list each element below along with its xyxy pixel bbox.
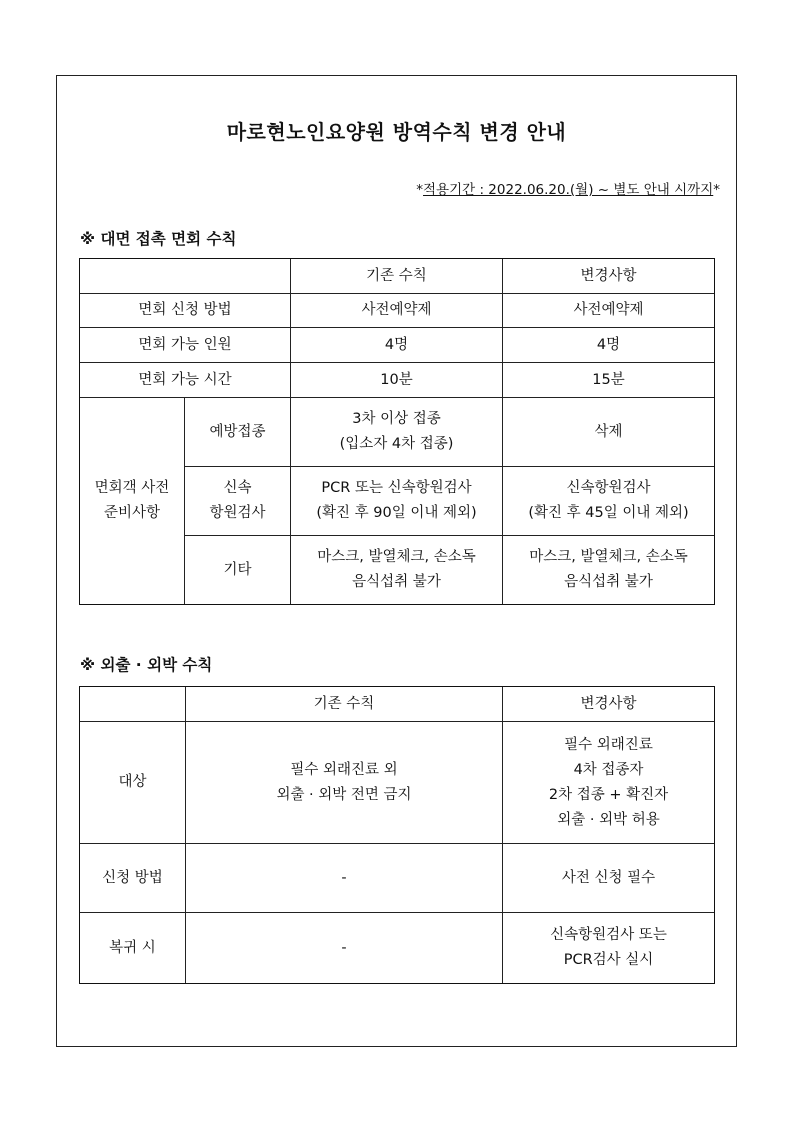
row-label: 복귀 시 — [80, 913, 186, 984]
table-row — [80, 363, 715, 398]
text-line: 신속항원검사 — [566, 480, 651, 496]
text-line: 3차 이상 접종 — [352, 411, 441, 427]
label-line: 항원검사 — [209, 505, 266, 521]
text-line: (확진 후 90일 이내 제외) — [316, 505, 477, 521]
table-row — [80, 294, 715, 328]
row-label: 대상 — [80, 722, 186, 844]
cell-existing — [291, 398, 503, 467]
group-label — [80, 398, 185, 605]
cell-changed — [503, 536, 715, 605]
cell-existing — [291, 536, 503, 605]
table-header-row — [80, 259, 715, 294]
table-row — [80, 844, 715, 913]
text-line: PCR 또는 신속항원검사 — [321, 480, 472, 496]
text-line: 4차 접종자 — [573, 761, 644, 778]
section-heading-visit: ※ 대면 접촉 면회 수칙 — [80, 230, 237, 248]
cell-changed: 사전예약제 — [503, 294, 715, 328]
text-line: 필수 외래진료 외 — [290, 761, 398, 778]
visit-rules-table — [79, 258, 715, 605]
section-heading-outing: ※ 외출 · 외박 수칙 — [80, 656, 213, 674]
cell-changed — [503, 722, 715, 844]
cell-changed — [503, 913, 715, 984]
cell-existing — [186, 913, 503, 984]
cell-changed — [503, 467, 715, 536]
text-line: 신속항원검사 또는 — [550, 927, 667, 943]
text-line: 마스크, 발열체크, 손소독 — [529, 549, 688, 565]
text-line: 필수 외래진료 — [564, 736, 653, 753]
row-label: 면회 가능 인원 — [80, 328, 291, 363]
outing-rules-table — [79, 686, 715, 984]
cell-existing: 4명 — [291, 328, 503, 363]
cell-changed: 4명 — [503, 328, 715, 363]
period-prefix: * — [416, 182, 424, 198]
text-line: 마스크, 발열체크, 손소독 — [317, 549, 476, 565]
cell-changed — [503, 398, 715, 467]
text-line: (확진 후 45일 이내 제외) — [528, 505, 689, 521]
sub-row-label — [185, 398, 291, 467]
header-changed: 변경사항 — [503, 259, 715, 294]
text-line: - — [341, 869, 347, 886]
table-header-row — [80, 687, 715, 722]
header-blank-cell — [80, 687, 186, 722]
text-line: PCR검사 실시 — [563, 952, 654, 968]
period-text: 적용기간 : 2022.06.20.(월) ~ 별도 안내 시까지 — [423, 182, 714, 198]
label-line: 신속 — [223, 480, 252, 496]
cell-existing: 10분 — [291, 363, 503, 398]
row-label: 면회 가능 시간 — [80, 363, 291, 398]
group-label-line: 면회객 사전 — [94, 480, 170, 496]
text-line: 외출 · 외박 전면 금지 — [276, 786, 412, 803]
header-existing: 기존 수칙 — [291, 259, 503, 294]
text-line: 외출 · 외박 허용 — [557, 811, 660, 828]
cell-existing — [291, 467, 503, 536]
header-existing: 기존 수칙 — [186, 687, 503, 722]
sub-row-label — [185, 536, 291, 605]
cell-changed: 15분 — [503, 363, 715, 398]
table-row — [80, 722, 715, 844]
sub-row-label — [185, 467, 291, 536]
row-label: 면회 신청 방법 — [80, 294, 291, 328]
cell-existing: 사전예약제 — [291, 294, 503, 328]
text-line: 사전 신청 필수 — [561, 869, 656, 886]
label-line: 기타 — [223, 561, 252, 578]
text-line: (입소자 4차 접종) — [339, 436, 454, 452]
text-line: 2차 접종 + 확진자 — [548, 786, 669, 803]
group-label-line: 준비사항 — [103, 505, 161, 521]
text-line: 삭제 — [594, 423, 623, 440]
application-period — [416, 178, 720, 198]
cell-existing — [186, 722, 503, 844]
text-line: - — [341, 939, 347, 956]
row-label: 신청 방법 — [80, 844, 186, 913]
table-row — [80, 913, 715, 984]
header-blank-cell — [80, 259, 291, 294]
text-line: 음식섭취 불가 — [352, 574, 441, 590]
text-line: 음식섭취 불가 — [564, 574, 653, 590]
cell-existing — [186, 844, 503, 913]
header-changed: 변경사항 — [503, 687, 715, 722]
table-row — [80, 398, 715, 467]
label-line: 예방접종 — [209, 423, 266, 440]
table-row — [80, 328, 715, 363]
period-suffix: * — [713, 182, 720, 198]
document-title: 마로현노인요양원 방역수칙 변경 안내 — [226, 120, 567, 144]
cell-changed — [503, 844, 715, 913]
